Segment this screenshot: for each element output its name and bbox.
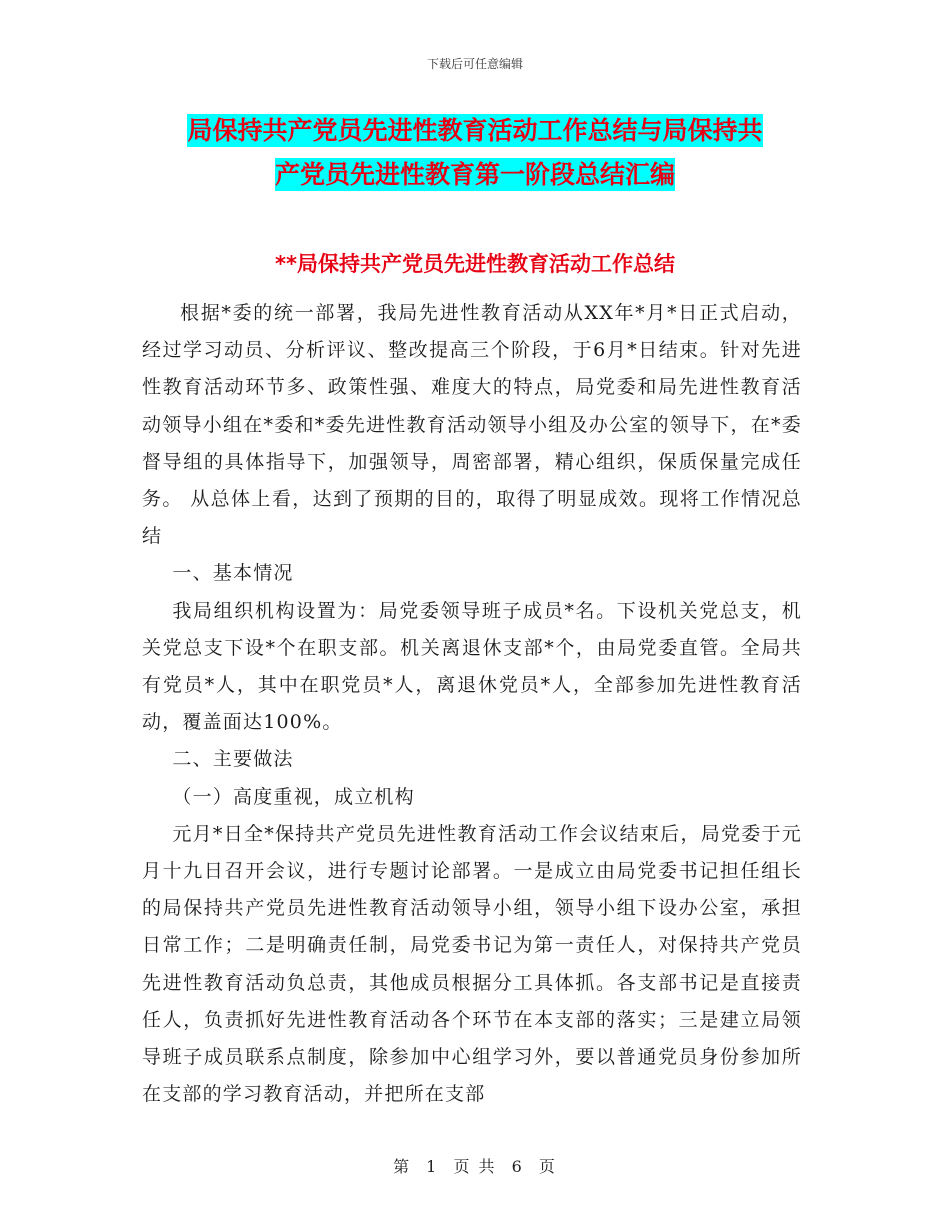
document-body [142,295,802,1113]
paragraph-attention-organization: 元月*日全*保持共产党员先进性教育活动工作会议结束后，局党委于元月十九日召开会议，进行专题讨论部署。一是成立由局党委书记担任组长的局保持共产党员先进性教育活动领导小组，领导小组下设办公室，承担日常工作；二是明确责任制，局党委书记为第一责任人，对保持共产党员先进性教育活动负总责，其他成员根据分工具体抓。各支部书记是直接责任人，负责抓好先进性教育活动各个环节在本支部的落实；三是建立局领导班子成员联系点制度，除参加中心组学习外，要以普通党员身份参加所在支部的学习教育活动，并把所在支部 [142,822,802,1106]
heading-basic-situation: 一、基本情况 [172,562,294,585]
document-title-line-2-text: 产党员先进性教育第一阶段总结汇编 [274,160,675,189]
page-footer [0,1154,950,1177]
document-title-line-1-text: 局保持共产党员先进性教育活动工作总结与局保持共 [187,116,763,145]
paragraph-basic-situation: 我局组织机构设置为：局党委领导班子成员*名。下设机关党总支，机关党总支下设*个在职支部。机关离退休支部*个，由局党委直管。全局共有党员*人，其中在职党员*人，离退休党员*人，全部参加先进性教育活动，覆盖面达100%。 [142,599,802,734]
footer-total-pages: 6 [511,1157,524,1176]
paragraph-intro: 根据*委的统一部署，我局先进性教育活动从XX年*月*日正式启动，经过学习动员、分析评议、整改提高三个阶段，于6月*日结束。针对先进性教育活动环节多、政策性强、难度大的特点，局党委和局先进性教育活动领导小组在*委和*委先进性教育活动领导小组及办公室的领导下，在*委督导组的具体指导下，加强领导，周密部署，精心组织，保质保量完成任务。 从总体上看，达到了预期的目的，取得了明显成效。现将工作情况总结 [142,302,802,548]
heading-main-practices: 二、主要做法 [172,748,294,771]
header-note: 下载后可任意编辑 [426,57,523,71]
subheading-attention-organization: （一）高度重视，成立机构 [172,785,415,808]
footer-suffix: 页 [538,1157,557,1176]
document-title-line-2 [0,158,950,192]
document-title-line-1 [0,114,950,148]
footer-middle: 页 共 [453,1157,497,1176]
footer-prefix: 第 [393,1157,412,1176]
section-title: **局保持共产党员先进性教育活动工作总结 [275,252,675,276]
footer-page-number: 1 [426,1157,439,1176]
